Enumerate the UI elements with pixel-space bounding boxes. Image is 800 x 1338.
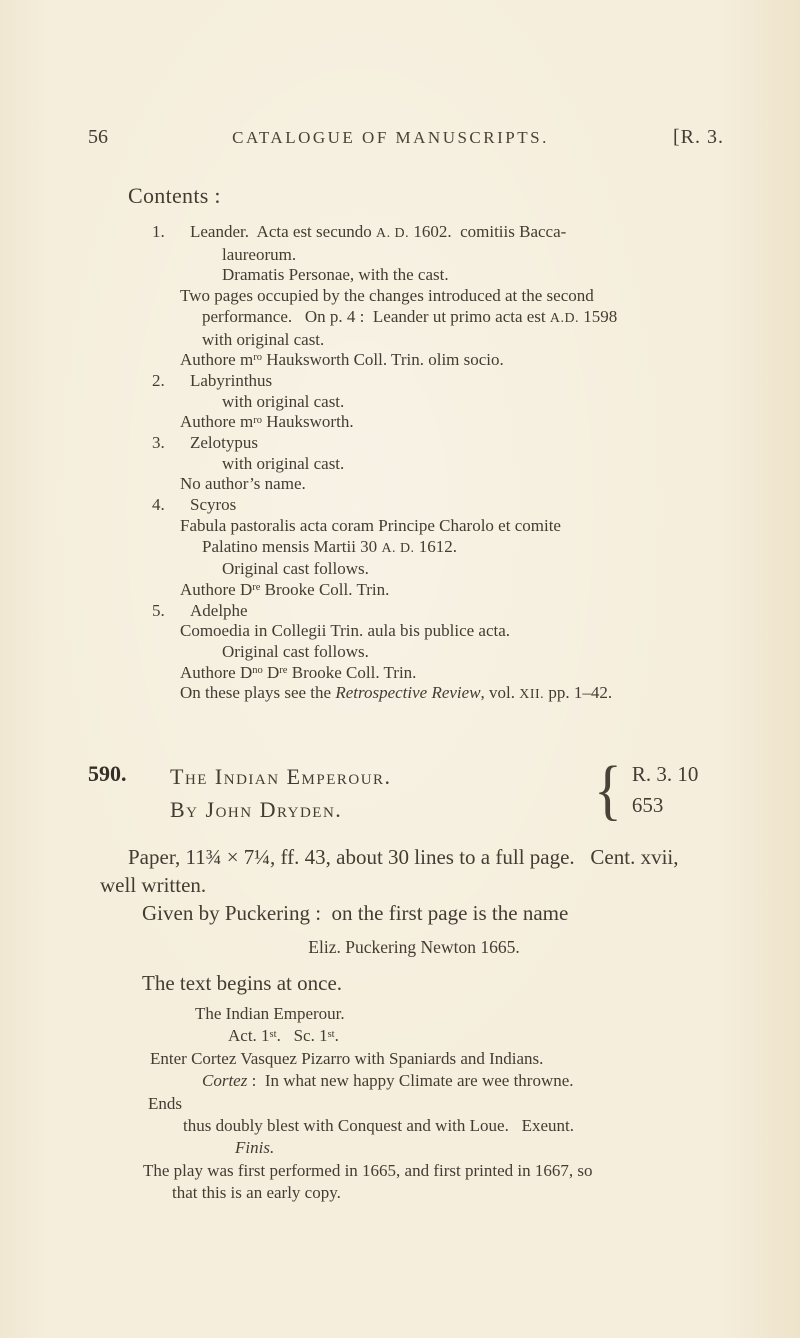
contents-line: Authore $D^{no}$ Dre Brooke Coll. Trin. [180, 662, 417, 682]
excerpt-line: Cortez : In what new happy Climate are wee throwne. [202, 1071, 574, 1091]
contents-line: Dramatis Personae, with the cast. [222, 265, 449, 285]
contents-line: with original cast. [222, 453, 345, 473]
entry-number: 590. [88, 761, 127, 786]
excerpt-line: thus doubly blest with Conquest and with Loue. Exeunt. [183, 1116, 574, 1136]
contents-line: Leander. Acta est secundo A. D. 1602. comitiis Bacca- [190, 222, 567, 241]
header-shelf-ref: [R. 3. [673, 126, 724, 148]
excerpt-line: Finis. [235, 1138, 275, 1158]
running-header [88, 126, 724, 149]
entry-title: The Indian Emperour. [170, 764, 392, 789]
contents-item-5-title [128, 601, 728, 622]
header-title: CATALOGUE OF MANUSCRIPTS. [232, 128, 549, 147]
contents-line: with original cast. [202, 329, 325, 349]
excerpt-line: The Indian Emperour. [195, 1004, 345, 1023]
contents-line: performance. On p. 4 : Leander ut primo acta est A.D. 1598 [202, 306, 618, 326]
contents-line: Fabula pastoralis acta coram Principe Charolo et comite [180, 515, 561, 535]
contents-item-5-number: 5. [152, 600, 165, 620]
contents-item-4-number: 4. [152, 495, 165, 515]
excerpt-line: that this is an early copy. [172, 1183, 341, 1203]
contents-line: laureorum. [222, 244, 297, 264]
contents-item-1-number: 1. [152, 222, 165, 241]
contents-item-4-title [128, 495, 728, 516]
contents-item-2-number: 2. [152, 370, 165, 390]
excerpt-line: Act. 1st. Sc. 1st. [228, 1026, 339, 1046]
excerpt-line: Enter Cortez Vasquez Pizarro with Spaniards and Indians. [150, 1048, 544, 1068]
contents-line: Palatino mensis Martii 30 A. D. 1612. [202, 536, 458, 556]
excerpt-line: The play was first performed in 1665, and first printed in 1667, so [143, 1160, 593, 1180]
entry-590 [88, 752, 724, 827]
entry-author: By John Dryden. [170, 797, 343, 822]
contents-line: Comoedia in Collegii Trin. aula bis publice acta. [180, 621, 511, 641]
contents-section [128, 183, 728, 706]
contents-line: with original cast. [222, 391, 345, 411]
contents-line: Adelphe [190, 600, 248, 620]
contents-line: Original cast follows. [222, 642, 369, 662]
contents-line: On these plays see the Retrospective Review, vol. XII. pp. 1–42. [180, 683, 613, 703]
description-section [100, 843, 728, 997]
contents-heading: Contents : [128, 183, 221, 208]
contents-line: Original cast follows. [222, 559, 369, 579]
page-number: 56 [88, 126, 108, 148]
contents-line: Authore $m^{ro}$ Hauksworth Coll. Trin. olim socio. [180, 350, 504, 370]
shelfmark-line-1: R. 3. 10 [631, 761, 699, 786]
contents-item-2-title [128, 371, 728, 392]
shelfmark-line-2: 653 [631, 792, 664, 817]
physical-description-line: Paper, 11¾ × 7¼, ff. 43, about 30 lines to a full page. Cent. xvii, [128, 845, 679, 869]
contents-line: Zelotypus [190, 433, 258, 453]
shelfmark-brace: { [594, 752, 622, 827]
incipit-note: The text begins at once. [142, 971, 343, 995]
contents-item-3-title [128, 433, 728, 454]
contents-item-3-number: 3. [152, 433, 165, 453]
contents-item-1-title [128, 222, 728, 245]
inscription: Eliz. Puckering Newton 1665. [308, 937, 520, 957]
provenance-line: Given by Puckering : on the first page is the name [142, 901, 569, 925]
excerpt-line: Ends [148, 1093, 182, 1113]
contents-line: Authore $m^{ro}$ Hauksworth. [180, 412, 354, 432]
contents-line: Authore Dre Brooke Coll. Trin. [180, 579, 390, 599]
contents-line: Labyrinthus [190, 370, 273, 390]
shelfmark [594, 752, 699, 827]
contents-line: Scyros [190, 495, 237, 515]
physical-description-line: well written. [100, 873, 207, 897]
contents-line: No author’s name. [180, 474, 306, 494]
contents-line: Two pages occupied by the changes introduced at the second [180, 286, 594, 306]
excerpt-section [0, 1003, 800, 1205]
